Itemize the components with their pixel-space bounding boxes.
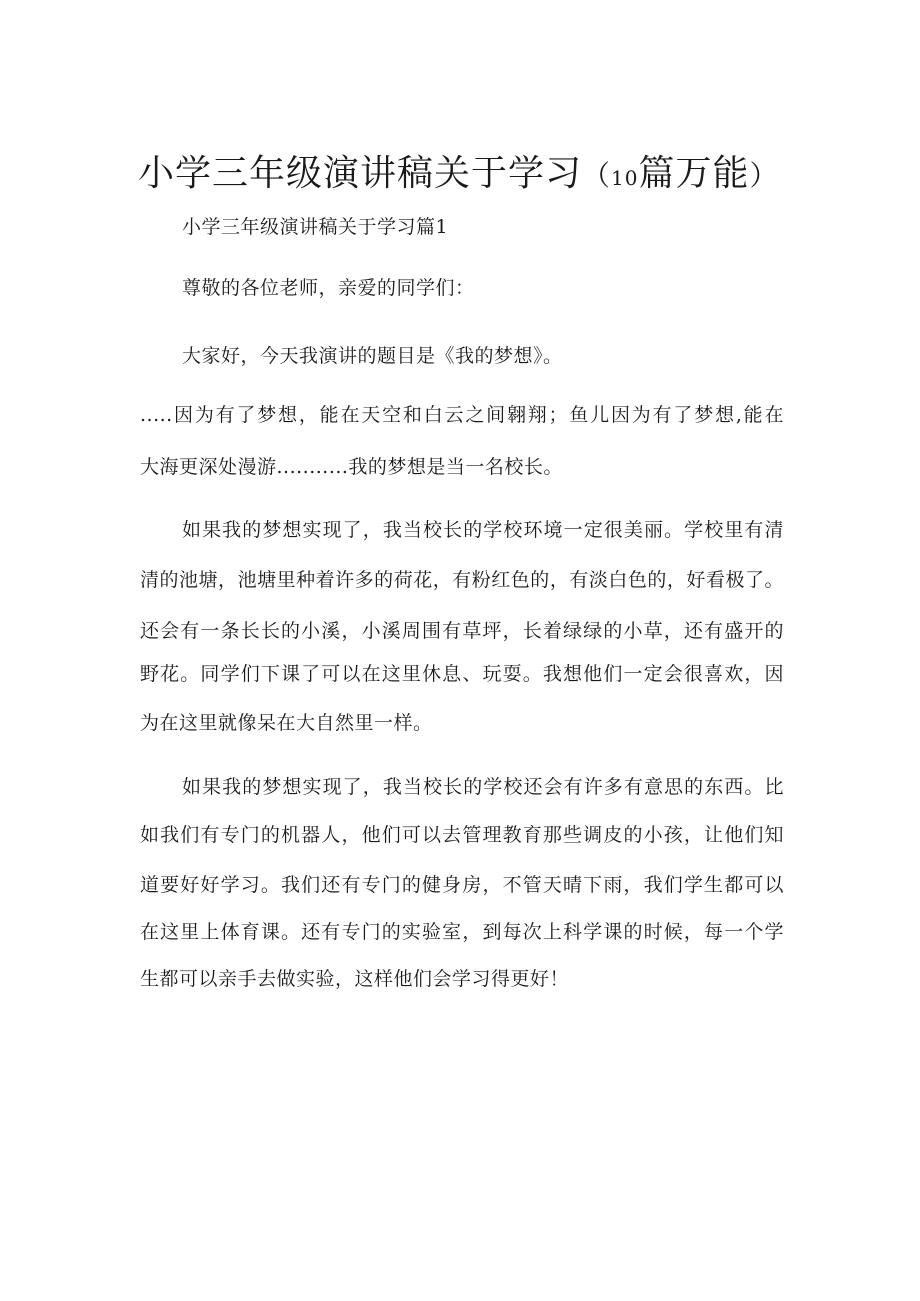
document-title: [138, 152, 779, 200]
paragraph-3-line-1: 如果我的梦想实现了，我当校长的学校还会有许多有意思的东西。比: [182, 776, 784, 798]
paragraph-2-line-3: 还会有一条长长的小溪，小溪周围有草坪，长着绿绿的小草，还有盛开的: [140, 620, 784, 642]
title-main: 小学三年级演讲稿关于学习: [138, 153, 583, 194]
title-paren-open: （: [582, 159, 612, 192]
paragraph-1-line-1: .....因为有了梦想，能在天空和白云之间翱翔；鱼儿因为有了梦想,能在: [140, 404, 784, 426]
greeting: 大家好，今天我演讲的题目是《我的梦想》。: [182, 345, 563, 367]
title-paren-close: ）: [749, 159, 779, 192]
paragraph-3-line-5: 生都可以亲手去做实验，这样他们会学习得更好！: [140, 968, 570, 990]
title-number: 10: [611, 166, 639, 190]
title-suffix: 篇万能: [638, 153, 750, 194]
section-subtitle: 小学三年级演讲稿关于学习篇1: [182, 216, 449, 238]
salutation: 尊敬的各位老师，亲爱的同学们：: [182, 277, 475, 299]
paragraph-2-line-2: 清的池塘，池塘里种着许多的荷花，有粉红色的，有淡白色的，好看极了。: [140, 569, 784, 591]
paragraph-3-line-4: 在这里上体育课。还有专门的实验室，到每次上科学课的时候，每一个学: [140, 921, 784, 943]
paragraph-2-line-1: 如果我的梦想实现了，我当校长的学校环境一定很美丽。学校里有清: [182, 519, 784, 541]
paragraph-2-line-4: 野花。同学们下课了可以在这里休息、玩耍。我想他们一定会很喜欢，因: [140, 663, 784, 685]
paragraph-3-line-3: 道要好好学习。我们还有专门的健身房，不管天晴下雨，我们学生都可以: [140, 874, 784, 896]
paragraph-2-line-5: 为在这里就像呆在大自然里一样。: [140, 712, 433, 734]
paragraph-3-line-2: 如我们有专门的机器人，他们可以去管理教育那些调皮的小孩，让他们知: [140, 824, 784, 846]
paragraph-1-line-2: 大海更深处漫游...........我的梦想是当一名校长。: [140, 456, 563, 478]
